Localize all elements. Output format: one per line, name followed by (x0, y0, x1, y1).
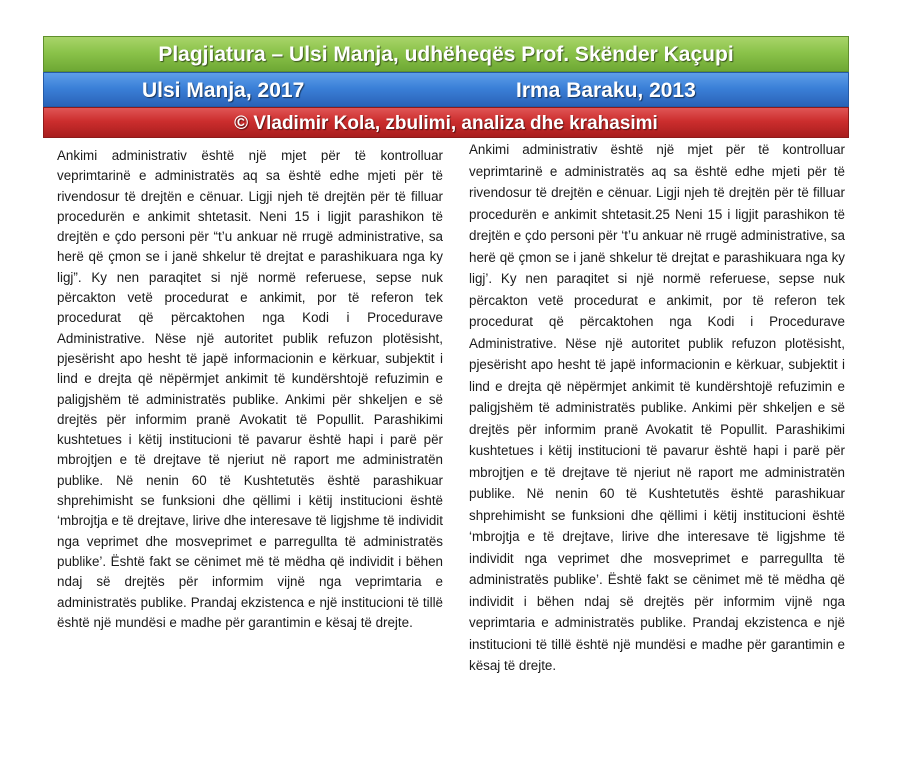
right-author-label: Irma Baraku, 2013 (516, 79, 696, 102)
authors-banner (43, 72, 849, 107)
credit-label: © Vladimir Kola, zbulimi, analiza dhe krahasimi (234, 113, 658, 134)
credit-banner (43, 107, 849, 138)
left-column-text: Ankimi administrativ është një mjet për të kontrolluar veprimtarinë e administratës aq sa është edhe mjeti për të rivendosur të drejtën e cënuar. Ligji njeh të drejtën për të filluar procedurën e ankimit shtetasit. Neni 15 i ligjit parashikon të drejtën e çdo personi për “t’u ankuar në rrugë administrative, sa herë që çmon se i janë shkelur të drejtat e parashikuara nga ky ligj”. Ky nen paraqitet si një normë referuese, sepse nuk përcakton vetë procedurat e ankimit, por të referon tek procedurat që përcaktohen nga Kodi i Procedurave Administrative. Nëse një autoritet publik refuzon plotësisht, pjesërisht apo hesht të japë informacionin e kërkuar, subjektit i lind e drejta që nëpërmjet ankimit të kundërshtojë refuzimin e paligjshëm të administratës publike. Ankimi për shkeljen e së drejtës për informim pranë Avokatit të Popullit. Parashikimi kushtetues i këtij institucioni të pavarur është hapi i parë për mbrojtjen e të drejtave të njeriut në raport me administratën publike. Në nenin 60 të Kushtetutës është parashikuar shprehimisht se funksioni dhe qëllimi i këtij institucioni është ‘mbrojtja e të drejtave, lirive dhe interesave të ligjshme të individit nga veprimet dhe mosveprimet e parregullta të administratës publike’. Është fakt se cënimet më të mëdha që individit i bëhen ndaj së drejtës për informim vijnë nga veprimtaria e administratës publike. Prandaj ekzistenca e një institucioni të tillë është një mundësi e madhe për garantimin e kësaj të drejte. (57, 148, 443, 630)
left-author-label: Ulsi Manja, 2017 (142, 79, 305, 102)
right-column-text: Ankimi administrativ është një mjet për të kontrolluar veprimtarinë e administratës aq sa është edhe mjeti për të rivendosur të drejtën e cënuar. Ligji njeh të drejtën për të filluar procedurën e ankimit shtetasit.25 Neni 15 i ligjit parashikon të drejtën e çdo personi për ‘t’u ankuar në rrugë administrative, sa herë që çmon se i janë shkelur të drejtat e parashikuara nga ky ligj’. Ky nen paraqitet si një normë referuese, sepse nuk përcakton vetë procedurat e ankimit, por të referon tek procedurat që përcaktohen nga Kodi i Procedurave Administrative. Nëse një autoritet publik refuzon plotësisht, pjesërisht apo hesht të japë informacionin e kërkuar, subjektit i lind e drejta që nëpërmjet ankimit të kundërshtojë refuzimin e paligjshëm të administratës publike. Ankimi për shkeljen e së drejtës për informim pranë Avokatit të Popullit. Parashikimi kushtetues i këtij institucioni të pavarur është hapi i parë për mbrojtjen e të drejtave të njeriut në raport me administratën publike. Në nenin 60 të Kushtetutës është parashikuar shprehimisht se funksioni dhe qëllimi i këtij institucioni është ‘mbrojtja e të drejtave, lirive dhe interesave të ligjshme të individit nga veprimet dhe mosveprimet e parregullta të administratës publike’. Është fakt se cënimet më të mëdha që individit i bëhen ndaj së drejtës për informim vijnë nga veprimtaria e administratës publike. Prandaj ekzistenca e një institucioni të tillë është një mundësi e madhe për garantimin e kësaj të drejte. (469, 142, 845, 673)
page-title: Plagjiatura – Ulsi Manja, udhëheqës Prof. Skënder Kaçupi (158, 43, 734, 66)
title-banner (43, 36, 849, 72)
